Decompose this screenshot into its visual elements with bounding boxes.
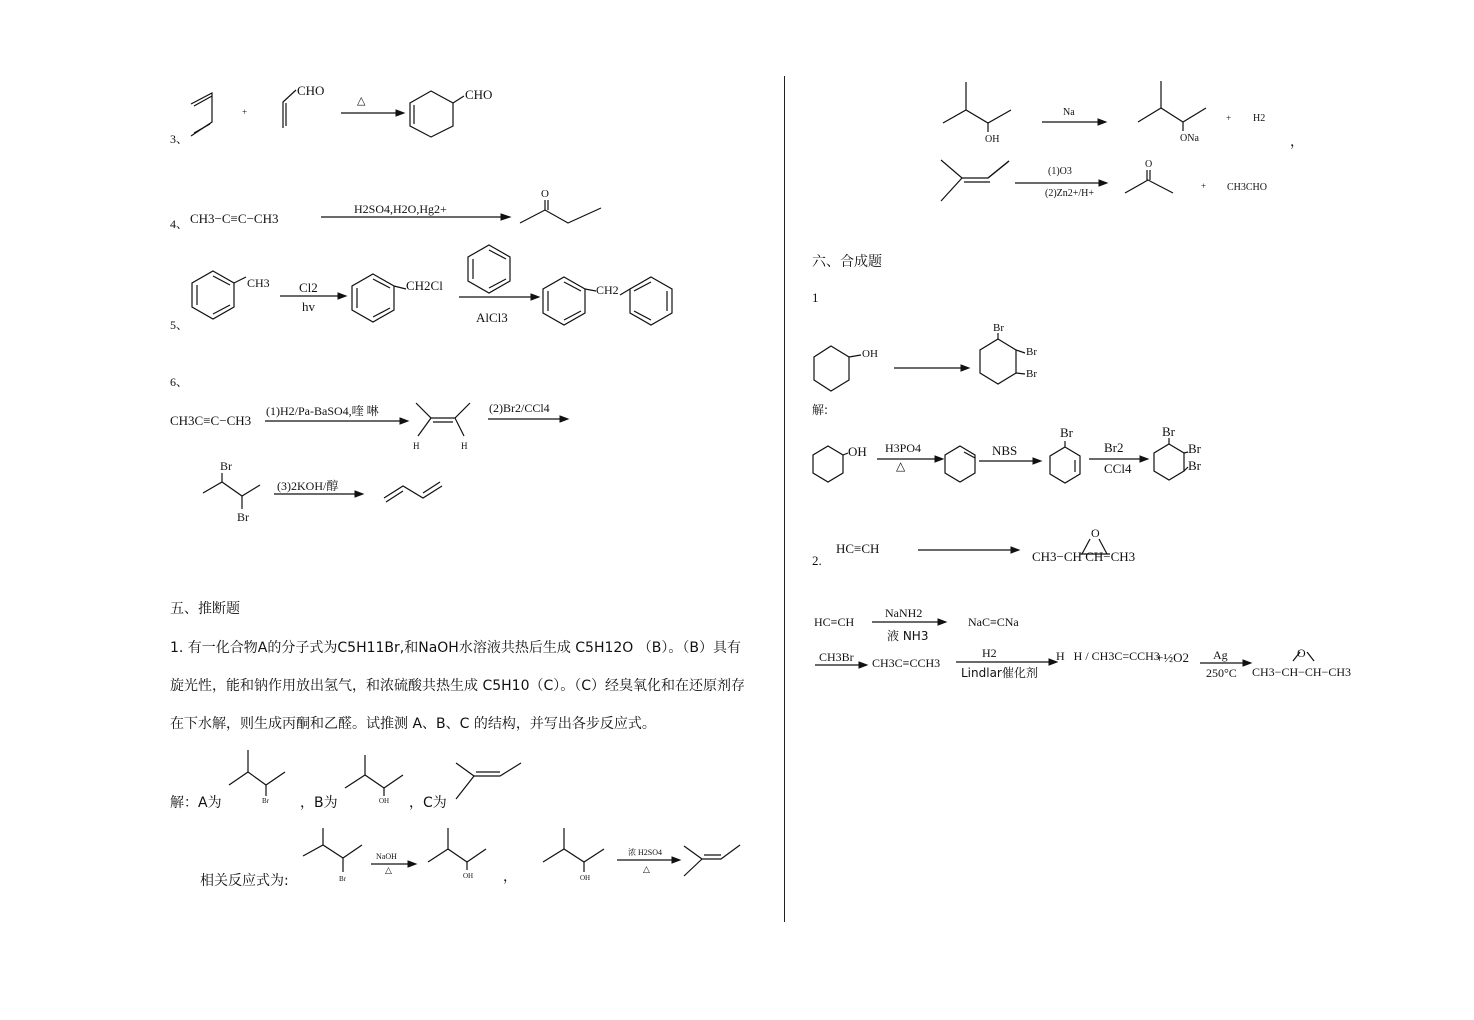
sol-oh: OH: [848, 444, 867, 459]
rel-oh2: OH: [580, 874, 591, 882]
benzyl-chloride-q5: [352, 274, 394, 322]
q5-ch3: CH3: [247, 276, 270, 290]
s2b-oxygen: O: [1297, 646, 1306, 660]
s2b-cond: CH3Br: [819, 650, 854, 664]
sol-cond2: NBS: [992, 443, 1018, 458]
q6-h2: H: [461, 441, 468, 451]
sol-cond3-top: Br2: [1104, 440, 1124, 455]
q3-condition: △: [357, 95, 366, 107]
sol-br7: Br: [1188, 458, 1201, 473]
r1-cond: Na: [1063, 107, 1075, 118]
structure-C: [456, 763, 521, 776]
rel-B: [428, 849, 486, 862]
r1-ona: ONa: [1180, 133, 1199, 144]
q4-number: 4、: [170, 217, 189, 231]
s1-number: 1: [812, 290, 819, 305]
s1-oh: OH: [862, 348, 878, 360]
structure-A: [229, 772, 285, 785]
r2-cond-bottom: (2)Zn2+/H+: [1045, 188, 1095, 199]
rel-cond1-bottom: △: [385, 865, 392, 875]
rel-C: [684, 845, 740, 859]
s1-solution-label: 解:: [812, 403, 829, 417]
alkoxide-r1: [1138, 108, 1206, 122]
r2-ch3cho: CH3CHO: [1227, 182, 1268, 193]
cis-butene-q6: [416, 403, 470, 418]
q4-oxygen: O: [541, 188, 549, 200]
rel-cond2-top: 浓 H2SO4: [628, 848, 663, 857]
q5-ch2cl: CH2Cl: [406, 278, 443, 293]
rel-comma: ，: [503, 870, 517, 885]
s2-number: 2.: [812, 553, 822, 568]
cyclohexanol-sol: [813, 446, 843, 482]
butanone-q4: [520, 208, 601, 223]
s2a-product: NaC≡CNa: [968, 615, 1019, 629]
problem1-line3: 在下水解，则生成丙酮和乙醛。试推测 A、B、C 的结构，并写出各步反应式。: [170, 716, 656, 732]
r2-plus: +: [1201, 181, 1207, 191]
answer-b-label: ，B为: [300, 795, 338, 811]
benzene-reagent-q5: [468, 245, 510, 293]
s1-br3: Br: [1026, 368, 1037, 380]
s2b-final: CH3−CH−CH−CH3: [1252, 665, 1351, 679]
cyclohexene-sol: [945, 446, 975, 482]
q3-cho-reactant: CHO: [297, 83, 325, 98]
problem1-line1: 1. 有一化合物A的分子式为C5H11Br,和NaOH水溶液共热后生成 C5H12O （B）。（B）具有: [170, 640, 741, 656]
rel-cond1-top: NaOH: [376, 852, 397, 861]
q6-reactant: CH3C≡C−CH3: [170, 413, 252, 428]
alcohol-r1: [943, 110, 1011, 123]
r1-plus: +: [1226, 113, 1232, 123]
r1-comma: ，: [1290, 135, 1304, 150]
acetone-r2: [1125, 180, 1173, 193]
answer-a-br: Br: [262, 797, 269, 805]
answer-b-oh: OH: [379, 797, 390, 805]
rel-B2: [543, 849, 604, 862]
sol-br4: Br: [1060, 425, 1073, 440]
q6-cond2: (2)Br2/CCl4: [489, 401, 550, 415]
q4-condition: H2SO4,H2O,Hg2+: [354, 202, 447, 216]
q3-number: 3、: [170, 132, 189, 146]
rel-A: [303, 845, 362, 858]
r2-cond-top: (1)O3: [1048, 166, 1072, 177]
s2a-reactant: HC≡CH: [814, 615, 855, 629]
q5-alcl3: AlCl3: [476, 310, 508, 325]
sol-br6: Br: [1188, 441, 1201, 456]
sol-br5: Br: [1162, 424, 1175, 439]
butadiene-q3: [191, 93, 212, 136]
acrolein-q3: [283, 90, 296, 128]
s2b-alkene: H H / CH3C=CCH3: [1056, 649, 1160, 663]
r2-oxygen: O: [1145, 159, 1153, 170]
tribromocyclohexane-s1: [980, 339, 1016, 384]
cyclohexene-q3: [410, 91, 453, 137]
sol-cond3-bottom: CCl4: [1104, 461, 1132, 476]
rel-br: Br: [339, 875, 346, 883]
dibromobutane-q6: [203, 482, 260, 496]
q6-br1: Br: [220, 459, 232, 473]
sol-cond1-bottom: △: [896, 459, 906, 473]
answer-a-label: 解：A为: [170, 795, 222, 811]
q5-cond-top: Cl2: [299, 280, 318, 295]
q5-cond-bottom: hv: [302, 299, 315, 314]
problem1-line2: 旋光性，能和钠作用放出氢气，和浓硫酸共热生成 C5H10（C）。（C）经臭氧化和在还原剂存: [170, 678, 746, 694]
rel-cond2-bottom: △: [643, 864, 650, 874]
s2b-cond2-bottom: Lindlar催化剂: [961, 666, 1038, 680]
rel-oh1: OH: [463, 872, 474, 880]
sol-cond1-top: H3PO4: [885, 441, 922, 455]
s2b-half-o2: +½O2: [1156, 650, 1189, 665]
cyclohexanol-s1: [814, 346, 849, 391]
r1-h2: H2: [1253, 113, 1266, 124]
s2b-cond2-top: H2: [982, 646, 997, 660]
s2a-cond-top: NaNH2: [885, 606, 923, 620]
s2a-cond-bottom: 液 NH3: [887, 629, 929, 643]
s1-br2: Br: [1026, 346, 1037, 358]
q4-reactant: CH3−C≡C−CH3: [190, 211, 279, 226]
q6-br2: Br: [237, 510, 249, 524]
q5-ch2: CH2: [596, 283, 619, 297]
s2-oxygen: O: [1091, 526, 1100, 540]
s2b-cond3-bottom: 250°C: [1206, 666, 1237, 680]
s2b-cond3-top: Ag: [1213, 648, 1228, 662]
butadiene-product-q6: [384, 486, 442, 498]
q3-cho-product: CHO: [465, 87, 493, 102]
section5-title: 五、推断题: [170, 601, 240, 617]
toluene-q5: [192, 271, 234, 319]
related-reactions-label: 相关反应式为:: [200, 873, 289, 889]
tribromo-sol: [1154, 444, 1184, 480]
section6-title: 六、合成题: [812, 254, 882, 270]
r1-oh: OH: [985, 134, 1000, 145]
s2b-product: CH3C≡CCH3: [872, 656, 941, 670]
answer-c-label: ，C为: [409, 795, 447, 811]
diphenylmethane-q5: [543, 277, 585, 325]
s1-br1: Br: [993, 322, 1004, 334]
q6-h1: H: [413, 441, 420, 451]
q6-cond3: (3)2KOH/醇: [277, 479, 339, 493]
q6-number: 6、: [170, 375, 189, 389]
q6-cond1: (1)H2/Pa-BaSO4,喹 啉: [266, 404, 379, 418]
s2-reactant: HC≡CH: [836, 541, 880, 556]
structure-B: [345, 775, 403, 788]
s2-product: CH3−CH CH−CH3: [1032, 549, 1136, 564]
q3-plus: +: [242, 107, 248, 117]
q5-number: 5、: [170, 318, 189, 332]
